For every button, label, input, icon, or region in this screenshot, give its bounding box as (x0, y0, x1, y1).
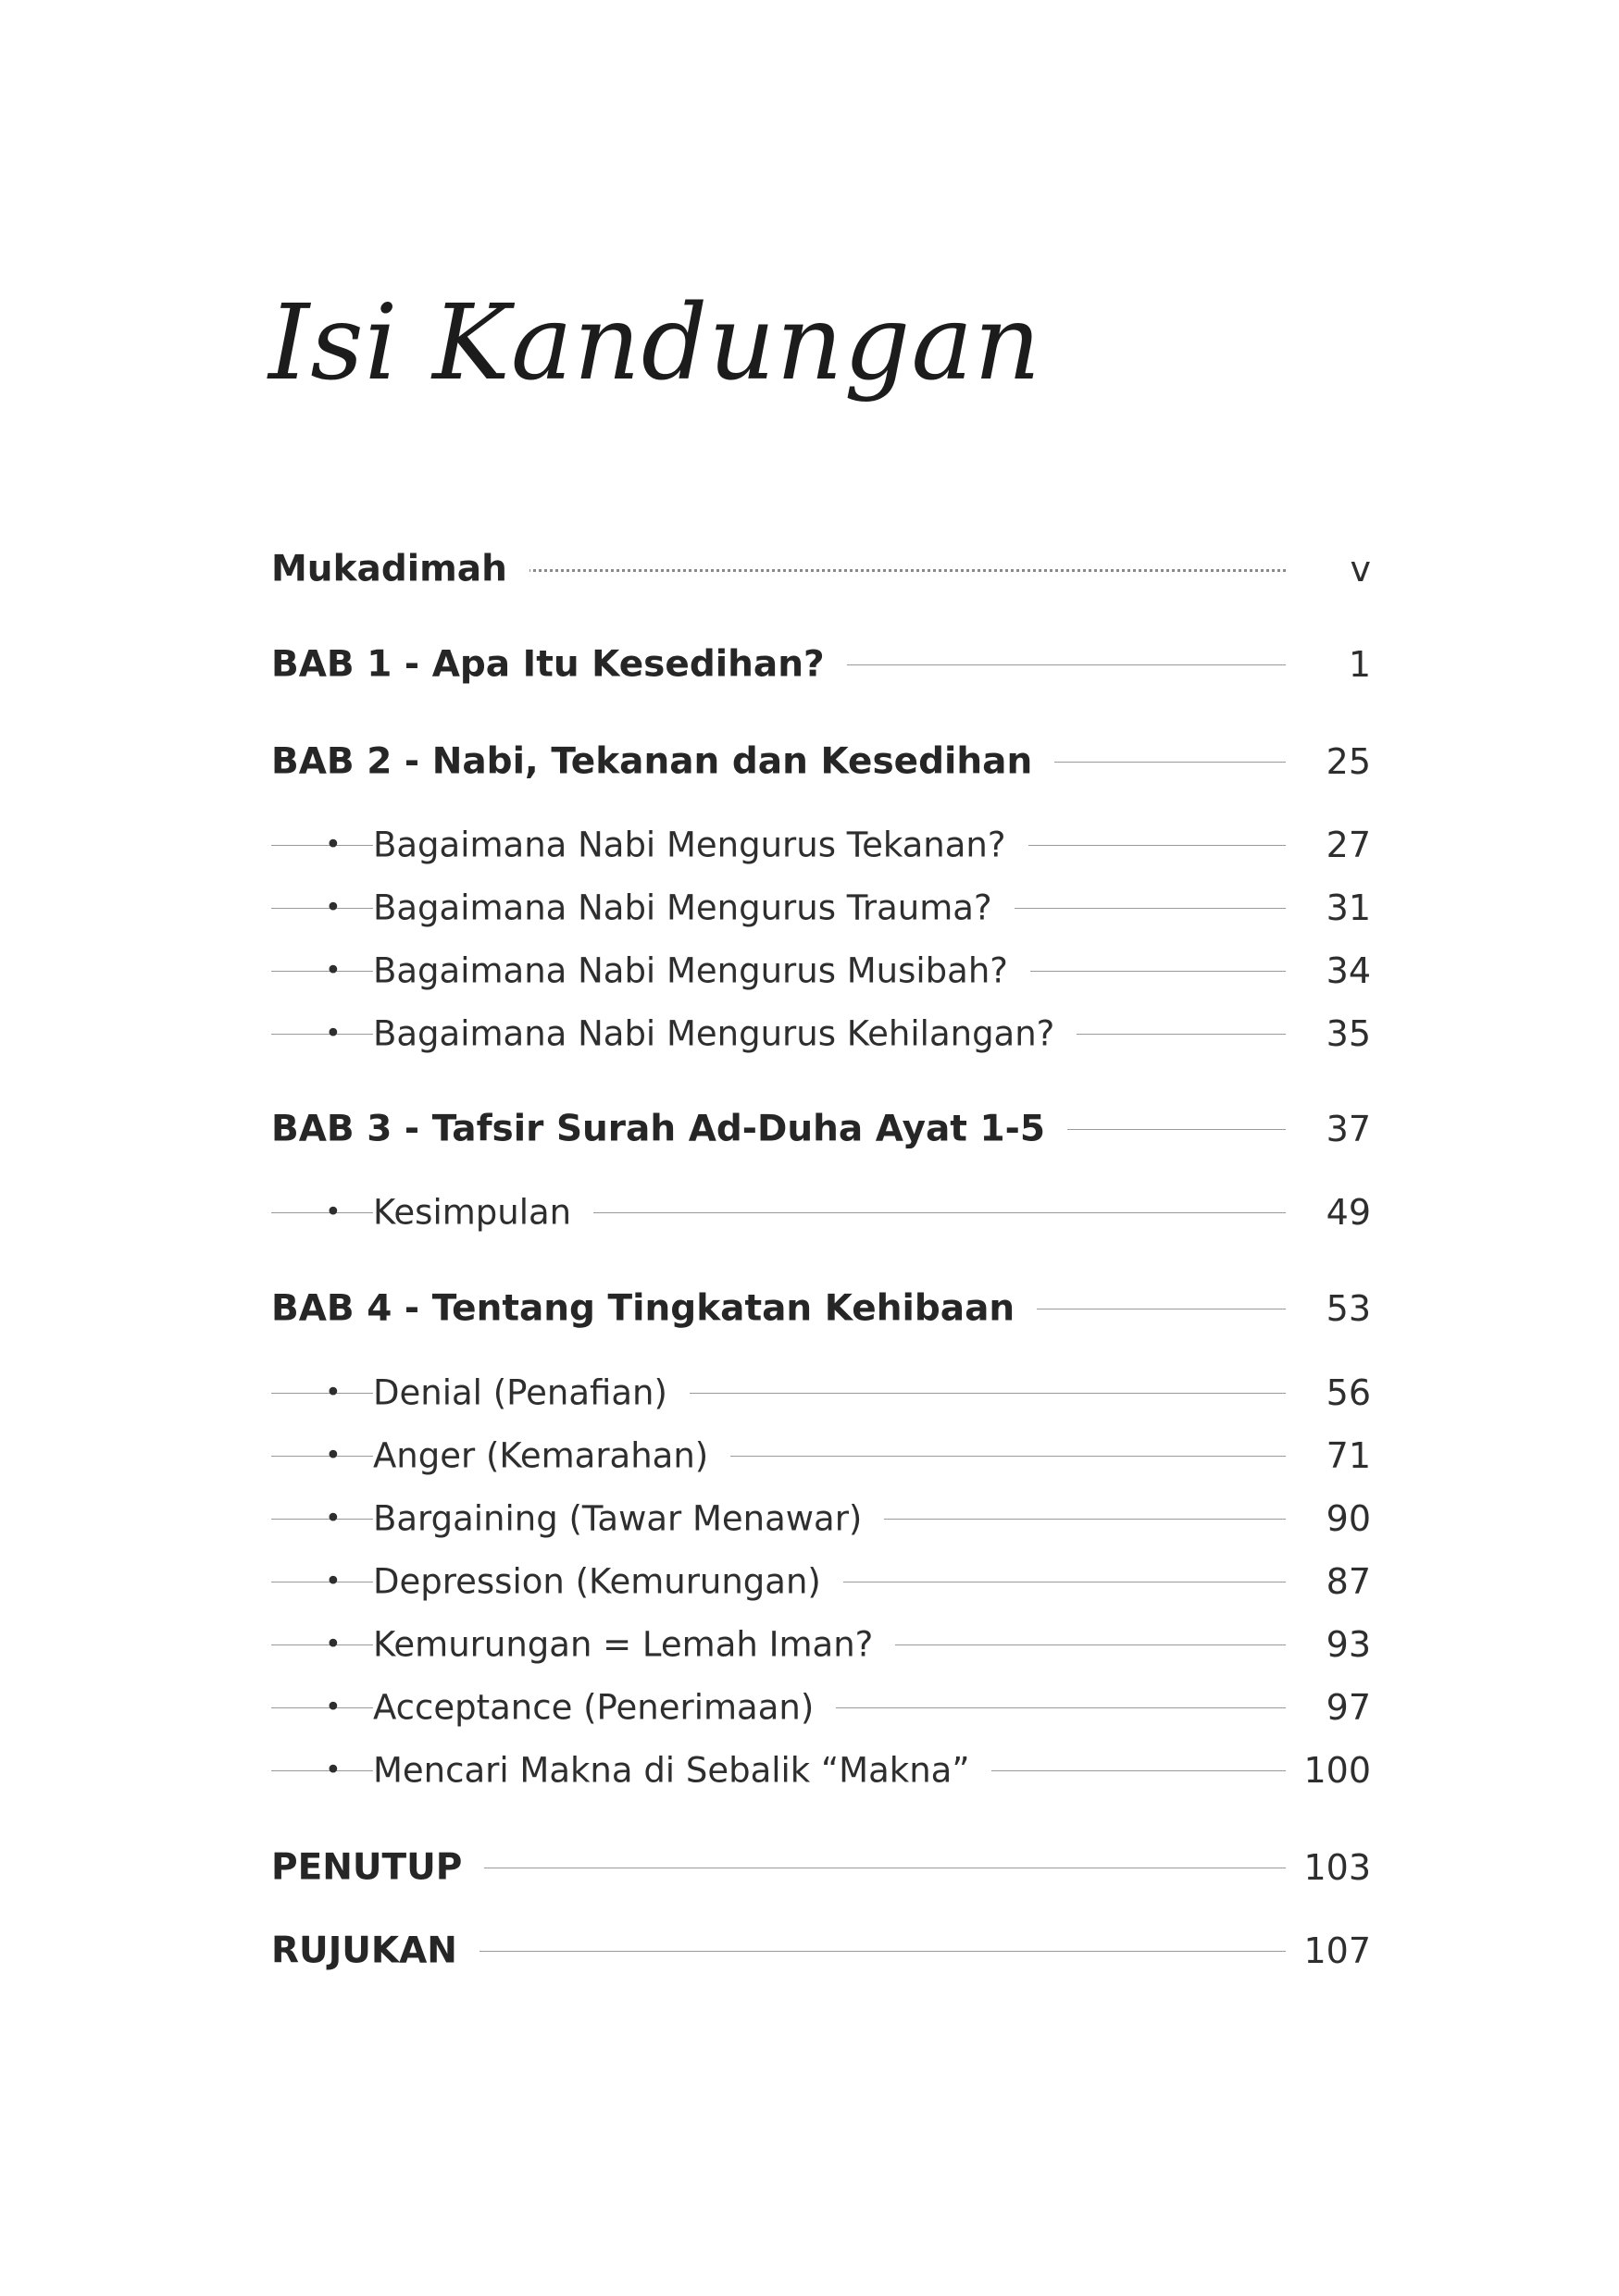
toc-label: BAB 4 - Tentang Tingkatan Kehibaan (271, 1288, 1037, 1330)
toc-page-number: 56 (1326, 1372, 1371, 1413)
toc-label: Depression (Kemurungan) (373, 1562, 843, 1602)
toc-entry-bab-2 (271, 734, 1371, 789)
toc-page-number: 93 (1326, 1624, 1371, 1665)
toc-page-number: 97 (1326, 1687, 1371, 1728)
toc-entry-bab-4 (271, 1281, 1371, 1336)
bullet-icon: • (325, 1376, 342, 1409)
toc-label: Mukadimah (271, 549, 529, 590)
toc-label: Bagaimana Nabi Mengurus Musibah? (373, 951, 1030, 991)
toc-subentry (271, 880, 1371, 936)
toc-subentry (271, 1365, 1371, 1421)
toc-page-number: 71 (1326, 1435, 1371, 1476)
toc-subentry (271, 1491, 1371, 1546)
toc-page-number: 35 (1326, 1013, 1371, 1054)
toc-entry-bab-1 (271, 637, 1371, 692)
toc-label: Mencari Makna di Sebalik “Makna” (373, 1751, 991, 1791)
toc-page-number: 103 (1303, 1847, 1371, 1888)
toc-label: Denial (Penafian) (373, 1373, 690, 1413)
bullet-icon: • (325, 828, 342, 862)
page-title: Isi Kandungan (268, 283, 1042, 403)
toc-entry-mukadimah (271, 541, 1371, 597)
toc-page-number: 37 (1326, 1109, 1371, 1149)
toc-page-number: 34 (1326, 950, 1371, 991)
toc-subentry (271, 943, 1371, 999)
toc-subentry (271, 1185, 1371, 1240)
toc-subentry (271, 1006, 1371, 1061)
toc-page-number: 100 (1303, 1750, 1371, 1791)
toc-page-number: 1 (1348, 644, 1371, 685)
toc-label: Bargaining (Tawar Menawar) (373, 1499, 884, 1539)
toc-page-number: 27 (1326, 825, 1371, 865)
toc-label: PENUTUP (271, 1847, 484, 1889)
bullet-icon: • (325, 1754, 342, 1787)
toc-entry-rujukan (271, 1923, 1371, 1979)
toc-label: Kemurungan = Lemah Iman? (373, 1625, 895, 1665)
bullet-icon: • (325, 1565, 342, 1598)
toc-subentry (271, 1743, 1371, 1798)
toc-label: Bagaimana Nabi Mengurus Kehilangan? (373, 1014, 1077, 1054)
bullet-icon: • (325, 1502, 342, 1535)
toc-label: BAB 1 - Apa Itu Kesedihan? (271, 644, 847, 686)
toc-page-number: 25 (1326, 741, 1371, 782)
toc-subentry (271, 1617, 1371, 1672)
toc-label: Kesimpulan (373, 1193, 593, 1233)
toc-subentry (271, 1428, 1371, 1483)
toc-page-number: 87 (1326, 1561, 1371, 1602)
toc-page-number: 53 (1326, 1288, 1371, 1329)
toc-page-number: 107 (1303, 1930, 1371, 1971)
bullet-icon: • (325, 1628, 342, 1661)
bullet-icon: • (325, 1691, 342, 1724)
toc-page-number: 49 (1326, 1192, 1371, 1233)
toc-page-number: 31 (1326, 887, 1371, 928)
toc-label: BAB 3 - Tafsir Surah Ad-Duha Ayat 1-5 (271, 1109, 1067, 1150)
toc-entry-bab-3 (271, 1101, 1371, 1157)
toc-label: Anger (Kemarahan) (373, 1436, 730, 1476)
toc-page-number: v (1350, 549, 1371, 590)
toc-label: RUJUKAN (271, 1930, 479, 1972)
toc-label: Bagaimana Nabi Mengurus Tekanan? (373, 825, 1028, 865)
bullet-icon: • (325, 891, 342, 925)
toc-label: BAB 2 - Nabi, Tekanan dan Kesedihan (271, 741, 1054, 783)
bullet-icon: • (325, 954, 342, 987)
bullet-icon: • (325, 1196, 342, 1229)
toc-label: Acceptance (Penerimaan) (373, 1688, 836, 1728)
toc-subentry (271, 817, 1371, 873)
toc-label: Bagaimana Nabi Mengurus Trauma? (373, 888, 1015, 928)
toc-entry-penutup (271, 1840, 1371, 1895)
toc-subentry (271, 1554, 1371, 1609)
toc-subentry (271, 1680, 1371, 1735)
bullet-icon: • (325, 1017, 342, 1050)
bullet-icon: • (325, 1439, 342, 1472)
toc-page-number: 90 (1326, 1498, 1371, 1539)
